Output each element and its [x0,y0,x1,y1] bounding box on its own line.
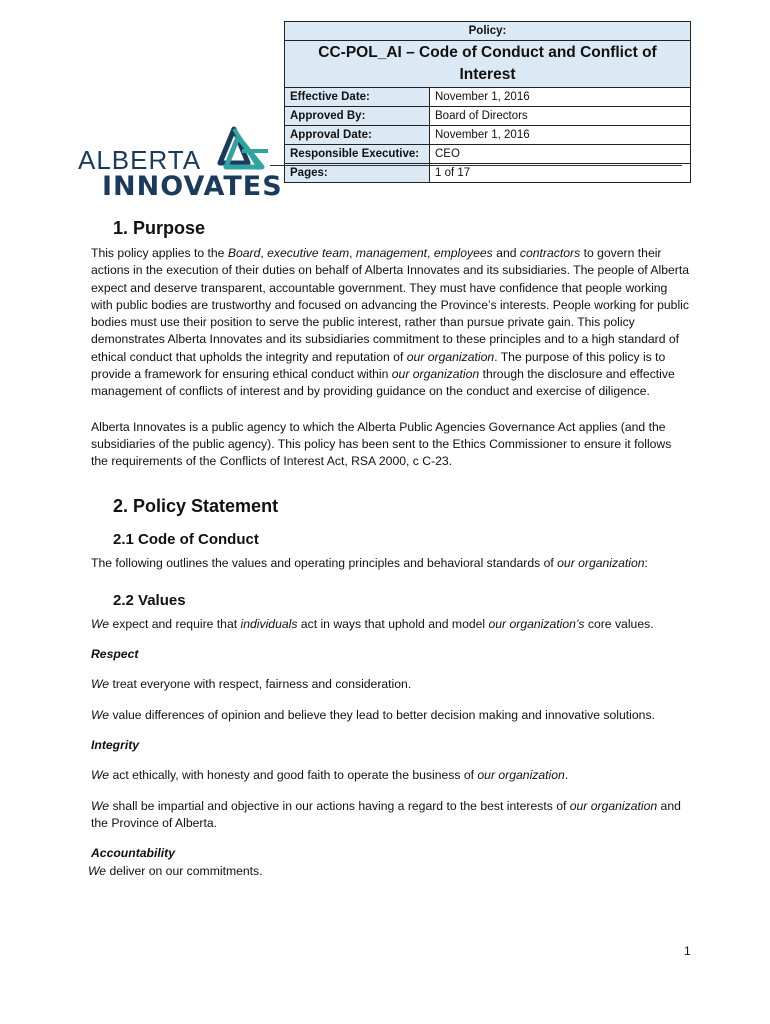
table-row [285,145,691,164]
row-value: Board of Directors [430,107,691,126]
policy-title: CC-POL_AI – Code of Conduct and Conflict of Interest [285,41,691,88]
table-row [285,107,691,126]
logo-word-innovates: INNOVATES [102,171,283,202]
integrity-text-2: We shall be impartial and objective in our actions having a regard to the best interests of our organization and the Province of Alberta. [91,798,681,830]
document-body [88,215,691,880]
row-key: Responsible Executive: [285,145,430,164]
integrity-text-1: We act ethically, with honesty and good faith to operate the business of our organization. [91,768,569,783]
table-row [285,126,691,145]
logo-word-alberta: ALBERTA [78,145,202,175]
row-key: Approved By: [285,107,430,126]
purpose-paragraph-2: Alberta Innovates is a public agency to which the Alberta Public Agencies Governance Act applies (and the subsidiaries of the public agency). This policy has been sent to the Ethics Commissioner to ensure it follows the requirements of the Conflicts of Interest Act, RSA 2000, c C-23. [91,419,672,469]
value-label-accountability: Accountability [91,846,175,861]
section-heading-purpose: 1. Purpose [113,218,206,238]
row-value: November 1, 2016 [430,126,691,145]
table-row [285,164,691,183]
row-key: Pages: [285,164,430,183]
purpose-paragraph-1: This policy applies to the Board, executive team, management, employees and contractors to govern their actions in the execution of their duties on behalf of Alberta Innovates and its subsidiaries. The people of Alberta expect and deserve transparent, accountable government. They must have confidence that people working with public bodies are trustworthy and focused on advancing the Province’s interests. People working for public bodies must use their position to serve the public interest, rather than pursue private gain. This policy demonstrates Alberta Innovates and its subsidiaries commitment to these principles and to a high standard of ethical conduct that upholds the integrity and reputation of our organization. The purpose of this policy is to provide a framework for ensuring ethical conduct within our organization through the disclosure and effective management of conflicts of interest and by providing guidance on the conduct and exercise of diligence. [91,246,690,399]
subsection-heading-code-of-conduct: 2.1 Code of Conduct [113,530,259,548]
logo-triangle-icon [212,123,272,175]
page-number: 1 [684,944,691,958]
subsection-heading-values: 2.2 Values [113,591,186,609]
section-heading-policy-statement: 2. Policy Statement [113,495,279,516]
accountability-text-1: We deliver on our commitments. [88,863,263,878]
alberta-innovates-logo [78,123,283,203]
header-divider [270,165,682,166]
policy-header-table [284,21,691,183]
row-key: Approval Date: [285,126,430,145]
values-text: We expect and require that individuals act in ways that uphold and model our organization’s core values. [91,616,654,631]
code-of-conduct-text: The following outlines the values and operating principles and behavioral standards of our organization: [91,555,648,570]
table-row [285,88,691,107]
row-value: 1 of 17 [430,164,691,183]
respect-text-1: We treat everyone with respect, fairness and consideration. [91,677,412,692]
value-label-respect: Respect [91,647,139,662]
policy-label: Policy: [285,22,691,41]
row-value: November 1, 2016 [430,88,691,107]
row-key: Effective Date: [285,88,430,107]
row-value: CEO [430,145,691,164]
value-label-integrity: Integrity [91,738,140,753]
respect-text-2: We value differences of opinion and believe they lead to better decision making and innovative solutions. [91,707,655,722]
